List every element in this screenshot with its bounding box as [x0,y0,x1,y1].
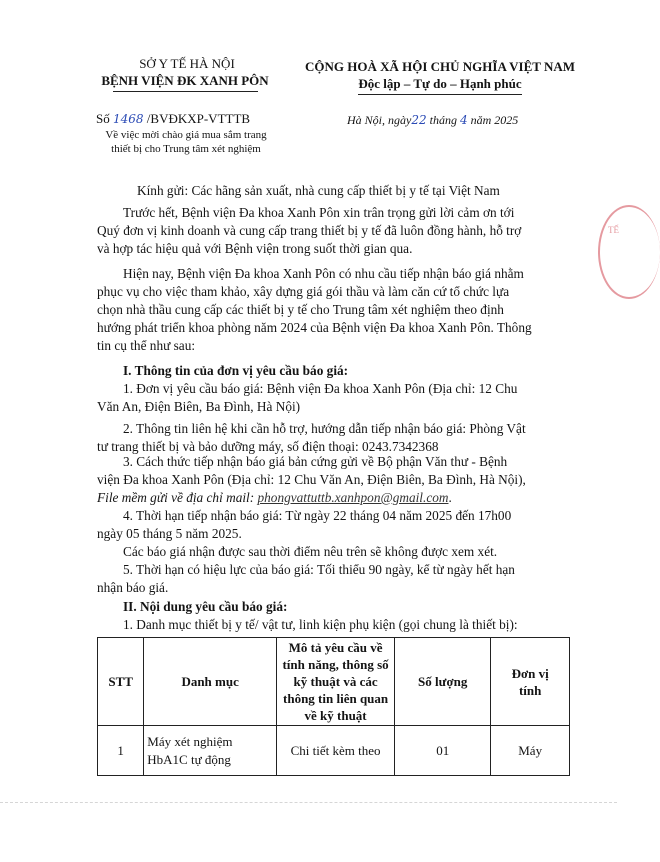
table-row [98,726,570,776]
email-link[interactable]: phongvattuttb.xanhpon@gmail.com [257,490,449,505]
item-3-email-line [97,489,452,507]
email-end: . [448,490,452,505]
date-suffix: năm 2025 [470,113,519,127]
header-desc-line: về kỹ thuật [304,708,367,723]
item-3-line-1: 3. Cách thức tiếp nhận báo giá bản cứng gửi về Bộ phận Văn thư - Bệnh [123,454,508,469]
motto: Độc lập – Tự do – Hạnh phúc [358,76,522,91]
item-1-line-1: 1. Đơn vị yêu cầu báo giá: Bệnh viện Đa khoa Xanh Pôn (Địa chỉ: 12 Chu [123,381,518,396]
need-line-4: hướng phát triển khoa phòng năm 2024 của Bệnh viện Đa khoa Xanh Pôn. Thông [97,320,532,335]
cell-unit: Máy [491,726,570,776]
header-desc-line: kỹ thuật và các [293,674,378,689]
item-4-line-2: ngày 05 tháng 5 năm 2025. [97,526,242,541]
issue-date [347,113,518,128]
item-5-line-2: nhận báo giá. [97,580,169,595]
item-3-line-2: viện Đa khoa Xanh Pôn (Địa chỉ: 12 Chu Văn An, Điện Biên, Ba Đình, Hà Nội), [97,472,526,487]
late-note: Các báo giá nhận được sau thời điểm nêu trên sẽ không được xem xét. [123,544,498,559]
category-line: Máy xét nghiệm [147,733,233,749]
subject-line-1: Về việc mời chào giá mua sắm trang [105,129,267,141]
header-category: Danh mục [144,638,277,726]
date-day: 22 [411,113,427,127]
header-desc-line: thông tin liên quan [283,691,389,706]
stamp-text: TẾ [608,225,619,235]
section-2-item-1: 1. Danh mục thiết bị y tế/ vật tư, linh kiện phụ kiện (gọi chung là thiết bị): [123,617,518,632]
org-name: BỆNH VIỆN ĐK XANH PÔN [101,73,269,88]
recipient-line: Kính gửi: Các hãng sản xuất, nhà cung cấp thiết bị y tế tại Việt Nam [137,183,500,198]
item-4-line-1: 4. Thời hạn tiếp nhận báo giá: Từ ngày 22 tháng 04 năm 2025 đến 17h00 [123,508,512,523]
cell-stt: 1 [98,726,144,776]
org-parent: SỞ Y TẾ HÀ NỘI [139,56,235,71]
header-desc-line: Mô tả yêu cầu về [288,640,383,655]
ref-handwritten: 1468 [112,112,144,126]
ref-prefix: Số [96,111,110,126]
reference-number [96,111,250,127]
nation-title: CỘNG HOÀ XÃ HỘI CHỦ NGHĨA VIỆT NAM [304,59,576,74]
date-prefix: Hà Nội, ngày [347,113,412,127]
intro-line-1: Trước hết, Bệnh viện Đa khoa Xanh Pôn xin trân trọng gửi lời cảm ơn tới [123,205,515,220]
org-underline [113,91,258,92]
cell-category [144,726,277,776]
item-2-line-2: tư trang thiết bị và bảo dưỡng máy, số điện thoại: 0243.7342368 [97,439,439,454]
header-desc-line: tính năng, thông số [282,657,389,672]
section-1-heading: I. Thông tin của đơn vị yêu cầu báo giá: [123,363,349,378]
motto-underline [358,94,522,95]
intro-line-2: Quý đơn vị kinh doanh và cung cấp trang thiết bị y tế đã luôn đồng hành, hỗ trợ [97,223,522,238]
header-unit-line: Đơn vị [511,665,549,681]
need-line-3: chọn nhà thầu cung cấp các thiết bị y tế cho Trung tâm xét nghiệm theo định [97,302,504,317]
cell-description: Chi tiết kèm theo [277,726,395,776]
cell-quantity: 01 [395,726,491,776]
need-line-2: phục vụ cho việc tham khảo, xây dựng giá gói thầu và làm căn cứ tổ chức lựa [97,284,510,299]
email-label: File mềm gửi về địa chỉ mail: [97,490,255,505]
equipment-table [97,637,570,776]
need-line-1: Hiện nay, Bệnh viện Đa khoa Xanh Pôn có nhu cầu tiếp nhận báo giá nhằm [123,266,524,281]
page-bottom-divider [0,802,617,803]
date-mid: tháng [429,113,457,127]
category-line: HbA1C tự động [147,751,231,767]
header-stt: STT [98,638,144,726]
ref-suffix: /BVĐKXP-VTTTB [146,111,251,126]
date-month: 4 [459,113,468,127]
intro-line-3: và hợp tác hiệu quả với Bệnh viện trong suốt thời gian qua. [97,241,413,256]
header-unit-line: tính [518,682,542,698]
header-description [277,638,395,726]
official-stamp [598,205,660,299]
subject-line-2: thiết bị cho Trung tâm xét nghiệm [111,143,261,155]
item-5-line-1: 5. Thời hạn có hiệu lực của báo giá: Tối thiểu 90 ngày, kể từ ngày hết hạn [123,562,515,577]
item-1-line-2: Văn An, Điện Biên, Ba Đình, Hà Nội) [97,399,301,414]
header-unit [491,638,570,726]
need-line-5: tin cụ thể như sau: [97,338,196,353]
table-header-row [98,638,570,726]
header-quantity: Số lượng [395,638,491,726]
item-2-line-1: 2. Thông tin liên hệ khi cần hỗ trợ, hướng dẫn tiếp nhận báo giá: Phòng Vật [123,421,526,436]
section-2-heading: II. Nội dung yêu cầu báo giá: [123,599,288,614]
